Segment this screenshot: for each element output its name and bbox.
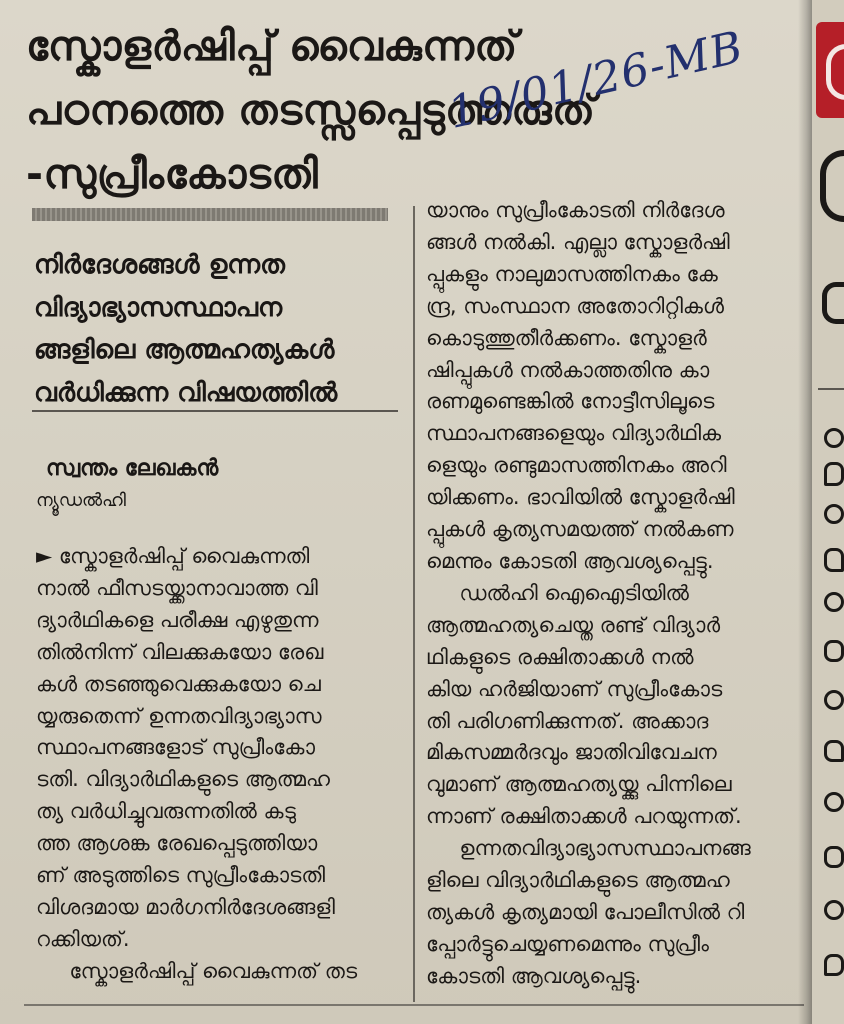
left-column-line: വിശദമായ മാർഗനിർദേശങ്ങളി (36, 894, 335, 919)
right-column-line: കോടതി ആവശ്യപ്പെട്ടു. (426, 963, 642, 988)
right-column-line: ഉന്നതവിദ്യാഭ്യാസസ്ഥാപനങ്ങ (426, 836, 751, 861)
adjacent-page-text-glyph (824, 792, 844, 812)
adjacent-page-text-glyph (824, 740, 844, 762)
article-column-right (426, 195, 798, 993)
right-column-line: യിക്കണം. ഭാവിയിൽ സ്കോളർഷി (426, 485, 735, 510)
byline-author: സ്വന്തം ലേഖകൻ (46, 456, 219, 481)
adjacent-page-heading-glyph (820, 150, 844, 222)
left-column-line: തിൽനിന്ന് വിലക്കുകയോ രേഖ (36, 639, 324, 664)
left-column-line: കൾ തടഞ്ഞുവെക്കുകയോ ചെ (36, 671, 321, 696)
adjacent-page-text-glyph (824, 690, 844, 710)
right-column-line: പ്പുകൾ കൃത്യസമയത്ത് നൽകണ (426, 517, 734, 542)
headline-line-1: സ്കോളർഷിപ്പ് വൈകുന്നത് (26, 22, 518, 70)
right-column-line: പ്പുകളും നാലുമാസത്തിനകം കേ (426, 261, 718, 286)
right-column-line: ങ്ങൾ നൽകി. എല്ലാ സ്കോളർഷി (426, 229, 730, 254)
adjacent-page-text-glyph (824, 846, 844, 868)
left-column-line: സ്കോളർഷിപ്പ് വൈകുന്നത് തട (36, 958, 358, 983)
left-column-line: നാൽ ഫീസടയ്ക്കാനാവാത്ത വി (36, 575, 318, 600)
adjacent-page-text-glyph (824, 954, 844, 976)
headline-line-2: പഠനത്തെ തടസ്സപ്പെടുത്തരുത് (26, 86, 596, 134)
right-column-line: ഥികളുടെ രക്ഷിതാക്കൾ നൽ (426, 644, 694, 669)
subheadline (34, 244, 404, 414)
subheadline-line-4: വർധിക്കുന്ന വിഷയത്തിൽ (34, 377, 338, 408)
subhead-bottom-rule (32, 410, 398, 412)
right-column-line: കൊടുത്തുതീർക്കണം. സ്കോളർ (426, 325, 707, 350)
right-column-line: മെന്നും കോടതി ആവശ്യപ്പെട്ടു. (426, 548, 714, 573)
byline-dateline: ന്യൂഡൽഹി (36, 490, 126, 511)
right-column-line: മികസമ്മർദവും ജാതിവിവേചന (426, 740, 717, 765)
subheadline-line-2: വിദ്യാഭ്യാസസ്ഥാപന (34, 292, 283, 323)
adjacent-page-text-glyph (824, 900, 844, 920)
adjacent-page-text-glyph (824, 548, 844, 572)
right-column-line: ആത്മഹത്യചെയ്ത രണ്ട് വിദ്യാർ (426, 612, 721, 637)
right-column-line: ന്ദ്ര, സംസ്ഥാന അതോറിറ്റികൾ (426, 293, 725, 318)
adjacent-page-text-glyph (824, 592, 844, 612)
adjacent-page-text-glyph (824, 428, 844, 448)
subheadline-line-3: ങ്ങളിലെ ആത്മഹത്യകൾ (34, 335, 335, 365)
left-column-line: ത്ത ആശങ്ക രേഖപ്പെടുത്തിയാ (36, 831, 318, 856)
left-column-line: ടതി. വിദ്യാർഥികളുടെ ആത്മഹ (36, 767, 330, 792)
adjacent-page-text-glyph (824, 504, 844, 524)
right-column-line: യാനും സുപ്രീംകോടതി നിർദേശ (426, 198, 725, 222)
right-column-line: സ്ഥാപനങ്ങളെയും വിദ്യാർഥിക (426, 421, 722, 446)
right-column-line: കിയ ഹർജിയാണ് സുപ്രീംകോട (426, 676, 723, 701)
handwritten-date-note: 19/01/26-MB (443, 21, 749, 140)
adjacent-page-rule (818, 388, 844, 390)
right-column-line: ന്നാണ് രക്ഷിതാക്കൾ പറയുന്നത്. (426, 804, 742, 829)
headline-line-3: -സുപ്രീംകോടതി (26, 150, 319, 198)
right-column-line: ളിലെ വിദ്യാർഥികളുടെ ആത്മഹ (426, 868, 730, 893)
article-column-left (36, 541, 418, 988)
adjacent-page-heading-glyph (822, 282, 844, 324)
right-column-line: തി പരിഗണിക്കുന്നത്. അക്കാദ (426, 708, 709, 733)
subheadline-line-1: നിർദേശങ്ങൾ ഉന്നത (34, 250, 285, 280)
right-column-line: ഡൽഹി ഐഐടിയിൽ (426, 580, 689, 605)
right-column-line: രണമുണ്ടെങ്കിൽ നോട്ടീസിലൂടെ (426, 389, 715, 414)
right-column-line: പ്പോർട്ടുചെയ്യണമെന്നും സുപ്രീം (426, 931, 709, 956)
left-column-line: ► സ്കോളർഷിപ്പ് വൈകുന്നതി (36, 544, 310, 568)
left-column-line: സ്ഥാപനങ്ങളോട് സുപ്രീംകോ (36, 735, 316, 760)
headline (26, 14, 716, 206)
adjacent-page-text-glyph (824, 462, 844, 486)
left-column-line: യ്യരുതെന്ന് ഉന്നതവിദ്യാഭ്യാസ (36, 703, 322, 728)
left-column-line: ദ്യാർഥികളെ പരീക്ഷ എഴുതുന്ന (36, 607, 319, 632)
page-fold-shadow (798, 0, 812, 1024)
page-bottom-rule (24, 1004, 804, 1006)
right-column-line: ത്യകൾ കൃത്യമായി പോലീസിൽ റി (426, 899, 745, 924)
right-column-line: ളെയും രണ്ടുമാസത്തിനകം അറി (426, 453, 727, 478)
left-column-line: ണ് അടുത്തിടെ സുപ്രീംകോടതി (36, 863, 326, 888)
right-column-line: ഷിപ്പുകൾ നൽകാത്തതിനു കാ (426, 357, 710, 382)
left-column-line: റക്കിയത്. (36, 926, 130, 951)
column-divider (413, 206, 415, 1002)
subhead-top-rule (32, 208, 388, 221)
right-column-line: വുമാണ് ആത്മഹത്യയ്ക്കു പിന്നിലെ (426, 772, 732, 797)
adjacent-page-text-glyph (824, 640, 844, 662)
left-column-line: ത്യ വർധിച്ചുവരുന്നതിൽ കടു (36, 799, 296, 824)
